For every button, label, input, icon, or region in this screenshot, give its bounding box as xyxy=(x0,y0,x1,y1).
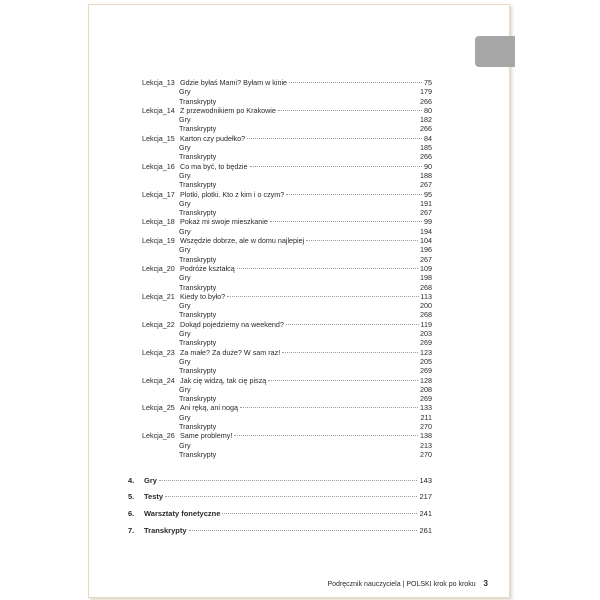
gry-label: Gry xyxy=(179,440,191,450)
transkrypty-label: Transkrypty xyxy=(179,449,217,459)
section-number: 7. xyxy=(128,526,135,535)
footer-text: Podręcznik nauczyciela | POLSKI krok po kroku xyxy=(327,581,476,588)
dot-leader xyxy=(222,513,417,514)
transkrypty-page: 267 xyxy=(420,180,432,190)
lesson-transkrypty-row xyxy=(142,310,432,319)
lesson-gry-row xyxy=(142,273,432,282)
lesson-gry-row xyxy=(142,385,432,394)
lesson-label: Lekcja_24 xyxy=(142,375,175,385)
lesson-page: 119 xyxy=(420,319,432,329)
lesson-label: Lekcja_20 xyxy=(142,263,175,273)
gry-page: 188 xyxy=(420,170,432,180)
gry-label: Gry xyxy=(179,115,191,125)
lesson-label: Lekcja_14 xyxy=(142,105,175,115)
lesson-entry xyxy=(142,106,432,134)
lesson-entry xyxy=(142,190,432,218)
gry-page: 203 xyxy=(420,329,432,339)
transkrypty-page: 266 xyxy=(420,96,432,106)
transkrypty-label: Transkrypty xyxy=(179,208,217,218)
lesson-transkrypty-row xyxy=(142,283,432,292)
lesson-label: Lekcja_13 xyxy=(142,78,175,87)
dot-leader xyxy=(234,435,418,436)
dot-leader xyxy=(189,530,418,531)
dot-leader xyxy=(240,407,418,408)
gry-page: 208 xyxy=(420,384,432,394)
lesson-title-row xyxy=(142,134,432,143)
section-page: 143 xyxy=(419,476,432,485)
transkrypty-page: 269 xyxy=(420,338,432,348)
transkrypty-label: Transkrypty xyxy=(179,96,217,106)
gry-page: 213 xyxy=(420,440,432,450)
lesson-page: 128 xyxy=(420,375,432,385)
section-entry xyxy=(128,476,432,485)
lesson-label: Lekcja_19 xyxy=(142,236,175,246)
lesson-entry xyxy=(142,376,432,404)
transkrypty-label: Transkrypty xyxy=(179,394,217,404)
dot-leader xyxy=(278,110,422,111)
lesson-title-row xyxy=(142,106,432,115)
section-page: 241 xyxy=(419,509,432,518)
lesson-transkrypty-row xyxy=(142,450,432,459)
section-number: 5. xyxy=(128,492,135,501)
gry-label: Gry xyxy=(179,301,191,311)
lesson-entry xyxy=(142,431,432,459)
lesson-page: 123 xyxy=(420,347,432,357)
transkrypty-page: 268 xyxy=(420,282,432,292)
lesson-entry xyxy=(142,264,432,292)
lesson-transkrypty-row xyxy=(142,394,432,403)
lesson-gry-row xyxy=(142,87,432,96)
gry-page: 196 xyxy=(420,245,432,255)
lesson-gry-row xyxy=(142,199,432,208)
lesson-entry xyxy=(142,403,432,431)
section-title: Warsztaty fonetyczne xyxy=(144,509,221,518)
dot-leader xyxy=(159,480,418,481)
dot-leader xyxy=(306,240,418,241)
section-number: 4. xyxy=(128,476,135,485)
gry-label: Gry xyxy=(179,226,191,236)
lesson-label: Lekcja_26 xyxy=(142,431,175,441)
transkrypty-page: 269 xyxy=(420,366,432,376)
lesson-title: Gdzie byłaś Mami? Byłam w kinie xyxy=(180,78,288,87)
gry-label: Gry xyxy=(179,384,191,394)
gry-label: Gry xyxy=(179,273,191,283)
lesson-title-row xyxy=(142,320,432,329)
lesson-label: Lekcja_25 xyxy=(142,403,175,413)
gry-page: 198 xyxy=(420,273,432,283)
lesson-page: 104 xyxy=(420,236,432,246)
gry-label: Gry xyxy=(179,198,191,208)
transkrypty-label: Transkrypty xyxy=(179,254,217,264)
lesson-page: 80 xyxy=(424,105,432,115)
lesson-gry-row xyxy=(142,357,432,366)
lesson-label: Lekcja_22 xyxy=(142,319,175,329)
lesson-entry xyxy=(142,320,432,348)
lesson-title-row xyxy=(142,431,432,440)
dot-leader xyxy=(270,221,422,222)
lesson-label: Lekcja_18 xyxy=(142,217,175,227)
gry-label: Gry xyxy=(179,245,191,255)
lesson-label: Lekcja_23 xyxy=(142,347,175,357)
gry-page: 200 xyxy=(420,301,432,311)
lesson-title: Z przewodnikiem po Krakowie xyxy=(180,105,276,115)
lesson-entry xyxy=(142,348,432,376)
lesson-title: Kiedy to było? xyxy=(180,291,226,301)
lesson-title: Plotki, plotki. Kto z kim i o czym? xyxy=(180,189,285,199)
dot-leader xyxy=(237,268,418,269)
section-title: Gry xyxy=(144,476,157,485)
lesson-title-row xyxy=(142,264,432,273)
gry-page: 179 xyxy=(420,87,432,97)
lesson-page: 138 xyxy=(420,431,432,441)
lesson-label: Lekcja_21 xyxy=(142,291,175,301)
lesson-entry xyxy=(142,236,432,264)
section-page: 261 xyxy=(419,526,432,535)
transkrypty-page: 269 xyxy=(420,394,432,404)
lesson-title-row xyxy=(142,348,432,357)
gry-label: Gry xyxy=(179,412,191,422)
lesson-title: Pokaż mi swoje mieszkanie xyxy=(180,217,268,227)
lesson-page: 109 xyxy=(420,263,432,273)
lesson-label: Lekcja_16 xyxy=(142,161,175,171)
lesson-page: 95 xyxy=(424,189,432,199)
dot-leader xyxy=(247,138,422,139)
section-page: 217 xyxy=(419,492,432,501)
transkrypty-label: Transkrypty xyxy=(179,366,217,376)
transkrypty-page: 267 xyxy=(420,254,432,264)
lesson-title: Wszędzie dobrze, ale w domu najlepiej xyxy=(180,236,305,246)
lesson-gry-row xyxy=(142,413,432,422)
lesson-transkrypty-row xyxy=(142,338,432,347)
gry-label: Gry xyxy=(179,329,191,339)
lesson-title-row xyxy=(142,162,432,171)
lesson-title: Za małe? Za duże? W sam raz! xyxy=(180,347,281,357)
lesson-transkrypty-row xyxy=(142,366,432,375)
lesson-entry xyxy=(142,134,432,162)
lesson-title: Dokąd pojedziemy na weekend? xyxy=(180,319,284,329)
lesson-gry-row xyxy=(142,171,432,180)
dot-leader xyxy=(286,194,422,195)
footer-page-number: 3 xyxy=(483,579,488,588)
lesson-transkrypty-row xyxy=(142,255,432,264)
section-title: Testy xyxy=(144,492,164,501)
lesson-entry xyxy=(142,78,432,106)
lesson-gry-row xyxy=(142,301,432,310)
gry-page: 194 xyxy=(420,226,432,236)
transkrypty-page: 266 xyxy=(420,152,432,162)
lesson-label: Lekcja_15 xyxy=(142,133,175,143)
lesson-gry-row xyxy=(142,115,432,124)
lesson-title: Same problemy! xyxy=(180,431,233,441)
gry-page: 205 xyxy=(420,356,432,366)
lesson-title-row xyxy=(142,292,432,301)
section-entry xyxy=(128,492,432,501)
gry-label: Gry xyxy=(179,143,191,153)
lesson-title: Jak cię widzą, tak cię piszą xyxy=(180,375,267,385)
lesson-page: 75 xyxy=(424,78,432,87)
section-entry xyxy=(128,526,432,535)
transkrypty-page: 270 xyxy=(420,421,432,431)
transkrypty-label: Transkrypty xyxy=(179,124,217,134)
dot-leader xyxy=(227,296,418,297)
transkrypty-label: Transkrypty xyxy=(179,338,217,348)
lesson-gry-row xyxy=(142,227,432,236)
lesson-title: Karton czy pudełko? xyxy=(180,133,246,143)
lesson-transkrypty-row xyxy=(142,208,432,217)
dot-leader xyxy=(289,82,422,83)
lesson-gry-row xyxy=(142,245,432,254)
lesson-page: 133 xyxy=(420,403,432,413)
lesson-title-row xyxy=(142,78,432,87)
lesson-gry-row xyxy=(142,143,432,152)
lesson-transkrypty-row xyxy=(142,180,432,189)
lesson-transkrypty-row xyxy=(142,97,432,106)
lesson-transkrypty-row xyxy=(142,124,432,133)
lesson-transkrypty-row xyxy=(142,152,432,161)
dot-leader xyxy=(286,324,419,325)
transkrypty-label: Transkrypty xyxy=(179,421,217,431)
gry-page: 182 xyxy=(420,115,432,125)
page-footer xyxy=(300,579,488,588)
dot-leader xyxy=(282,352,418,353)
section-entry xyxy=(128,509,432,518)
lesson-label: Lekcja_17 xyxy=(142,189,175,199)
gry-label: Gry xyxy=(179,87,191,97)
dot-leader xyxy=(268,380,418,381)
lesson-transkrypty-row xyxy=(142,422,432,431)
lesson-page: 84 xyxy=(424,133,432,143)
lesson-gry-row xyxy=(142,329,432,338)
lesson-title-row xyxy=(142,190,432,199)
transkrypty-page: 266 xyxy=(420,124,432,134)
section-title: Transkrypty xyxy=(144,526,187,535)
lesson-title-row xyxy=(142,376,432,385)
lesson-page: 90 xyxy=(424,161,432,171)
transkrypty-label: Transkrypty xyxy=(179,152,217,162)
lesson-entry xyxy=(142,292,432,320)
transkrypty-page: 270 xyxy=(420,449,432,459)
lesson-gry-row xyxy=(142,441,432,450)
transkrypty-page: 267 xyxy=(420,208,432,218)
dot-leader xyxy=(165,496,417,497)
lesson-title-row xyxy=(142,236,432,245)
section-number: 6. xyxy=(128,509,135,518)
lesson-title: Podróże kształcą xyxy=(180,263,235,273)
transkrypty-page: 268 xyxy=(420,310,432,320)
lesson-page: 113 xyxy=(420,291,432,301)
page-edge-tab xyxy=(475,36,515,67)
lesson-title-row xyxy=(142,217,432,226)
lesson-page: 99 xyxy=(424,217,432,227)
transkrypty-label: Transkrypty xyxy=(179,310,217,320)
gry-label: Gry xyxy=(179,170,191,180)
lesson-title-row xyxy=(142,403,432,412)
lesson-title: Co ma być, to będzie xyxy=(180,161,248,171)
gry-label: Gry xyxy=(179,356,191,366)
transkrypty-label: Transkrypty xyxy=(179,180,217,190)
lesson-entry xyxy=(142,217,432,236)
lesson-entry xyxy=(142,162,432,190)
table-of-contents xyxy=(142,78,432,459)
lesson-title: Ani ręką, ani nogą xyxy=(180,403,238,413)
gry-page: 185 xyxy=(420,143,432,153)
gry-page: 211 xyxy=(420,412,432,422)
dot-leader xyxy=(250,166,422,167)
transkrypty-label: Transkrypty xyxy=(179,282,217,292)
gry-page: 191 xyxy=(420,198,432,208)
